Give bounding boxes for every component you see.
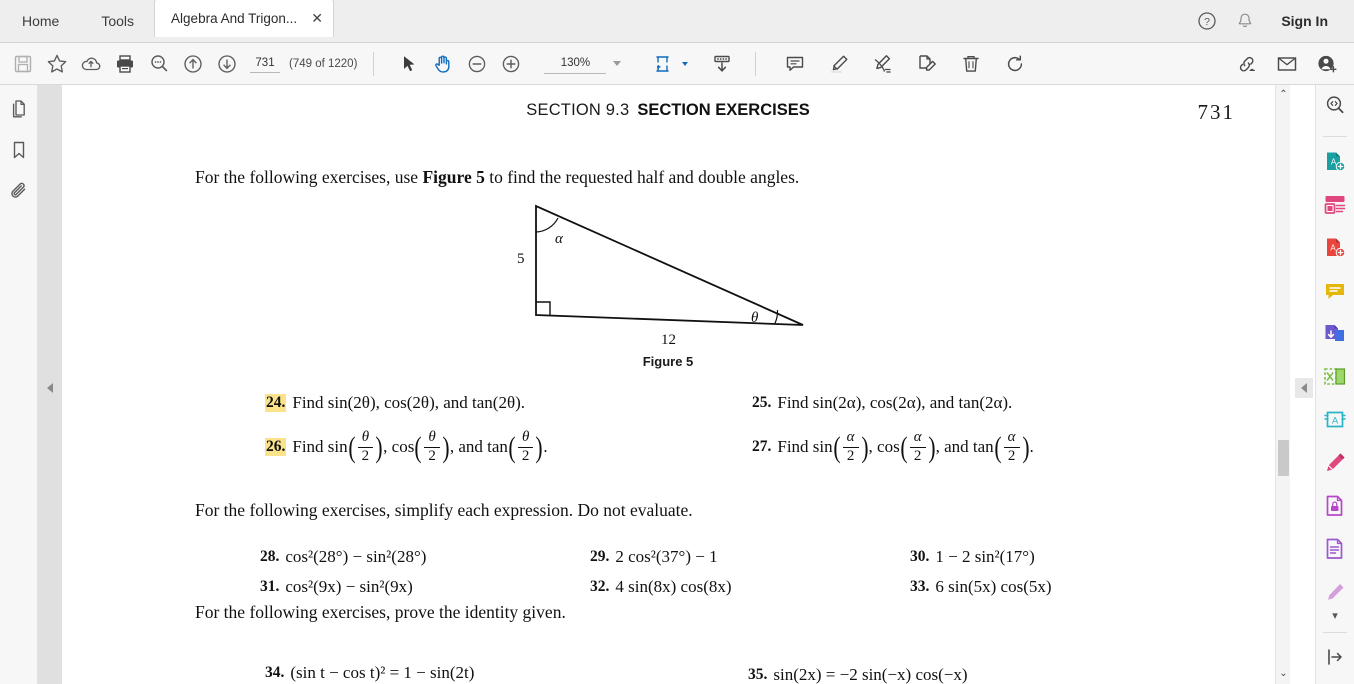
fraction-alpha-over-two-2	[910, 430, 926, 465]
svg-text:θ: θ	[751, 310, 759, 326]
pdf-page	[62, 85, 1274, 684]
prepare-form-icon[interactable]	[1320, 536, 1350, 562]
share-link-icon[interactable]	[1230, 47, 1264, 81]
fraction-denominator-3: 2	[521, 447, 530, 464]
paren-close-icon-3: )	[535, 431, 544, 465]
exercise-26-tail: .	[543, 437, 548, 457]
exercise-28	[260, 547, 426, 567]
fraction-alpha-over-two	[843, 430, 859, 465]
print-icon[interactable]	[108, 47, 142, 81]
fraction-numerator-3: θ	[518, 430, 533, 448]
exercise-25	[752, 393, 1012, 413]
exercise-34-number: 34.	[265, 664, 285, 681]
close-icon[interactable]: ✕	[311, 9, 323, 26]
sign-in-button[interactable]: Sign In	[1281, 12, 1328, 29]
fraction-numerator: θ	[358, 430, 373, 448]
left-navigation-rail	[0, 85, 38, 684]
attachments-icon[interactable]	[5, 177, 33, 205]
chevron-down-icon[interactable]	[613, 61, 621, 66]
paren-open-icon-5: (	[900, 431, 908, 465]
exercise-26-mid1: , cos	[383, 437, 415, 457]
zoom-level-control[interactable]	[544, 54, 624, 74]
notifications-bell-icon[interactable]	[1229, 5, 1261, 37]
highlight-text-icon[interactable]	[822, 47, 856, 81]
paren-open-icon-6: (	[994, 431, 1002, 465]
exercise-33-text: 6 sin(5x) cos(5x)	[935, 577, 1052, 596]
tab-bar-right-group	[1191, 0, 1354, 42]
delete-icon[interactable]	[954, 47, 988, 81]
exercise-33	[910, 577, 1052, 597]
exercise-35-number: 35.	[748, 666, 768, 683]
fit-page-chevron-down-icon[interactable]	[682, 62, 688, 66]
figure-caption: Figure 5	[642, 354, 694, 369]
combine-files-icon[interactable]	[1320, 192, 1350, 218]
svg-text:12: 12	[661, 332, 676, 348]
exercise-29-number: 29.	[590, 548, 610, 565]
compress-pdf-icon[interactable]	[1320, 407, 1350, 433]
page-thumbnails-icon[interactable]	[5, 95, 33, 123]
scroll-down-button[interactable]	[1276, 666, 1291, 682]
collapse-left-panel-button[interactable]	[41, 378, 59, 398]
right-triangle-diagram	[503, 198, 833, 348]
exercise-32	[590, 577, 732, 597]
exercise-27-number: 27.	[752, 438, 772, 456]
exercise-35-text: sin(2x) = −2 sin(−x) cos(−x)	[773, 665, 968, 684]
star-icon[interactable]	[40, 47, 74, 81]
exercise-28-text: cos²(28°) − sin²(28°)	[285, 547, 427, 566]
exercise-29	[590, 547, 718, 567]
instruction-paragraph-3: For the following exercises, prove the identity given.	[195, 602, 566, 622]
fit-page-icon[interactable]	[646, 47, 680, 81]
figure-5	[62, 198, 1274, 369]
exercise-29-text: 2 cos²(37°) − 1	[615, 547, 718, 566]
instruction-1-pre: For the following exercises, use	[195, 167, 423, 187]
exercise-26-mid2: , and tan	[449, 437, 508, 457]
more-tools-icon[interactable]	[1320, 579, 1350, 603]
svg-text:α: α	[555, 231, 563, 247]
comment-tool-icon[interactable]	[1320, 278, 1350, 304]
create-pdf-icon[interactable]	[1320, 149, 1350, 175]
page-running-head	[62, 101, 1274, 120]
figure-reference: Figure 5	[422, 167, 485, 187]
more-tools-chevron-down-icon[interactable]: ▾	[1332, 609, 1338, 622]
chevron-up-icon: ⌃	[1279, 89, 1288, 100]
select-cursor-icon[interactable]	[392, 47, 426, 81]
hand-tool-icon[interactable]	[426, 47, 460, 81]
fraction-denominator-4: 2	[846, 447, 855, 464]
rail-divider	[1323, 136, 1347, 137]
paren-open-icon: (	[348, 431, 356, 465]
fraction-denominator: 2	[361, 447, 370, 464]
exercise-28-number: 28.	[260, 548, 280, 565]
exercise-24-number: 24.	[266, 394, 286, 411]
exercise-30-text: 1 − 2 sin²(17°)	[935, 547, 1035, 566]
svg-text:A: A	[1331, 415, 1339, 427]
svg-text:?: ?	[1204, 15, 1211, 28]
exercise-25-text: Find sin(2α), cos(2α), and tan(2α).	[777, 393, 1013, 412]
previous-page-icon[interactable]	[176, 47, 210, 81]
edit-page-icon[interactable]	[910, 47, 944, 81]
page-number-input[interactable]	[250, 54, 280, 73]
exercise-31-text: cos²(9x) − sin²(9x)	[285, 577, 413, 596]
printed-page-number: 731	[1197, 100, 1235, 124]
exercise-27-lead: Find sin	[777, 437, 833, 457]
chevron-left-icon-right-panel	[1301, 383, 1307, 393]
paren-close-icon-2: )	[442, 431, 450, 465]
exercise-30	[910, 547, 1035, 567]
scroll-up-button[interactable]	[1276, 87, 1291, 103]
fraction-numerator-5: α	[910, 430, 926, 448]
search-icon[interactable]	[142, 47, 176, 81]
page-navigation-group	[250, 54, 357, 73]
zoom-level-value[interactable]: 130%	[544, 54, 606, 74]
exercise-27-tail: .	[1029, 437, 1034, 457]
scrollbar-thumb[interactable]	[1278, 440, 1289, 476]
fraction-denominator-5: 2	[913, 447, 922, 464]
exercise-34-text: (sin t − cos t)² = 1 − sin(2t)	[290, 663, 475, 682]
paren-open-icon-3: (	[508, 431, 516, 465]
tab-document-label: Algebra And Trigon...	[171, 11, 298, 26]
exercise-34	[265, 663, 474, 683]
svg-text:5: 5	[517, 251, 525, 267]
export-pdf-icon[interactable]	[1320, 321, 1350, 347]
fraction-denominator-6: 2	[1007, 447, 1016, 464]
rail-divider-2	[1323, 632, 1347, 633]
organize-pages-icon[interactable]	[1320, 364, 1350, 390]
exercise-24	[265, 393, 525, 413]
chevron-left-icon	[47, 383, 53, 393]
fraction-theta-over-two-2	[424, 430, 440, 465]
exercise-27-mid2: , and tan	[935, 437, 994, 457]
exercise-32-number: 32.	[590, 578, 610, 595]
paren-open-icon-2: (	[414, 431, 422, 465]
fraction-alpha-over-two-3	[1004, 430, 1020, 465]
paren-close-icon-6: )	[1021, 431, 1030, 465]
erase-annotation-icon[interactable]	[866, 47, 900, 81]
zoom-out-icon[interactable]	[460, 47, 494, 81]
toolbar	[0, 43, 1354, 85]
add-user-icon[interactable]	[1310, 47, 1344, 81]
toolbar-divider	[373, 52, 374, 76]
document-page-area[interactable]	[62, 85, 1274, 684]
exercise-35	[748, 665, 968, 684]
instruction-paragraph-1	[195, 167, 799, 188]
vertical-scrollbar[interactable]	[1275, 85, 1290, 684]
paren-close-icon-5: )	[927, 431, 936, 465]
svg-text:A: A	[1330, 243, 1336, 253]
paren-close-icon-4: )	[860, 431, 869, 465]
help-icon[interactable]	[1191, 5, 1223, 37]
exercise-26	[265, 430, 548, 465]
next-page-icon[interactable]	[210, 47, 244, 81]
exercise-32-text: 4 sin(8x) cos(8x)	[615, 577, 732, 596]
chevron-down-icon-scroll: ⌄	[1279, 668, 1288, 679]
fraction-numerator-4: α	[843, 430, 859, 448]
paren-close-icon: )	[375, 431, 383, 465]
protect-pdf-icon[interactable]	[1320, 493, 1350, 519]
zoom-in-icon[interactable]	[494, 47, 528, 81]
rotate-icon[interactable]	[998, 47, 1032, 81]
tab-home[interactable]: Home	[22, 12, 60, 29]
exercise-27	[752, 430, 1034, 465]
right-tools-rail	[1315, 85, 1354, 684]
save-icon[interactable]	[6, 47, 40, 81]
exercise-24-text: Find sin(2θ), cos(2θ), and tan(2θ).	[292, 393, 526, 412]
instruction-paragraph-2: For the following exercises, simplify each expression. Do not evaluate.	[195, 500, 693, 520]
fraction-numerator-2: θ	[424, 430, 439, 448]
toolbar-divider-2	[755, 52, 756, 76]
collapse-right-panel-button[interactable]	[1295, 378, 1313, 398]
cloud-upload-icon[interactable]	[74, 47, 108, 81]
exercise-25-number: 25.	[752, 394, 772, 411]
fraction-numerator-6: α	[1004, 430, 1020, 448]
instruction-1-post: to find the requested half and double angles.	[484, 167, 800, 187]
expand-panel-icon[interactable]	[1320, 645, 1350, 669]
email-icon[interactable]	[1270, 47, 1304, 81]
page-count-label: (749 of 1220)	[289, 57, 358, 70]
fill-and-sign-icon[interactable]	[1320, 450, 1350, 476]
exercise-33-number: 33.	[910, 578, 930, 595]
edit-pdf-icon[interactable]	[1320, 235, 1350, 261]
exercise-26-lead: Find sin	[292, 437, 348, 457]
fraction-denominator-2: 2	[428, 447, 436, 464]
tab-document[interactable]	[154, 0, 334, 37]
paren-open-icon-4: (	[833, 431, 841, 465]
running-head-section: SECTION 9.3	[526, 101, 630, 119]
exercise-31-number: 31.	[260, 578, 280, 595]
svg-text:A: A	[1330, 157, 1337, 167]
tab-bar	[0, 0, 1354, 43]
bookmarks-icon[interactable]	[5, 136, 33, 164]
fraction-theta-over-two-3	[518, 430, 534, 465]
fraction-theta-over-two	[358, 430, 374, 465]
search-document-icon[interactable]	[1320, 93, 1350, 117]
tab-bar-left-group	[0, 0, 334, 42]
exercise-30-number: 30.	[910, 548, 930, 565]
exercise-27-mid1: , cos	[868, 437, 900, 457]
exercise-31	[260, 577, 413, 597]
running-head-title: SECTION EXERCISES	[637, 101, 810, 119]
exercise-26-number: 26.	[266, 438, 286, 456]
tab-tools[interactable]: Tools	[101, 12, 135, 29]
scroll-mode-icon[interactable]	[705, 47, 739, 81]
add-comment-icon[interactable]	[778, 47, 812, 81]
